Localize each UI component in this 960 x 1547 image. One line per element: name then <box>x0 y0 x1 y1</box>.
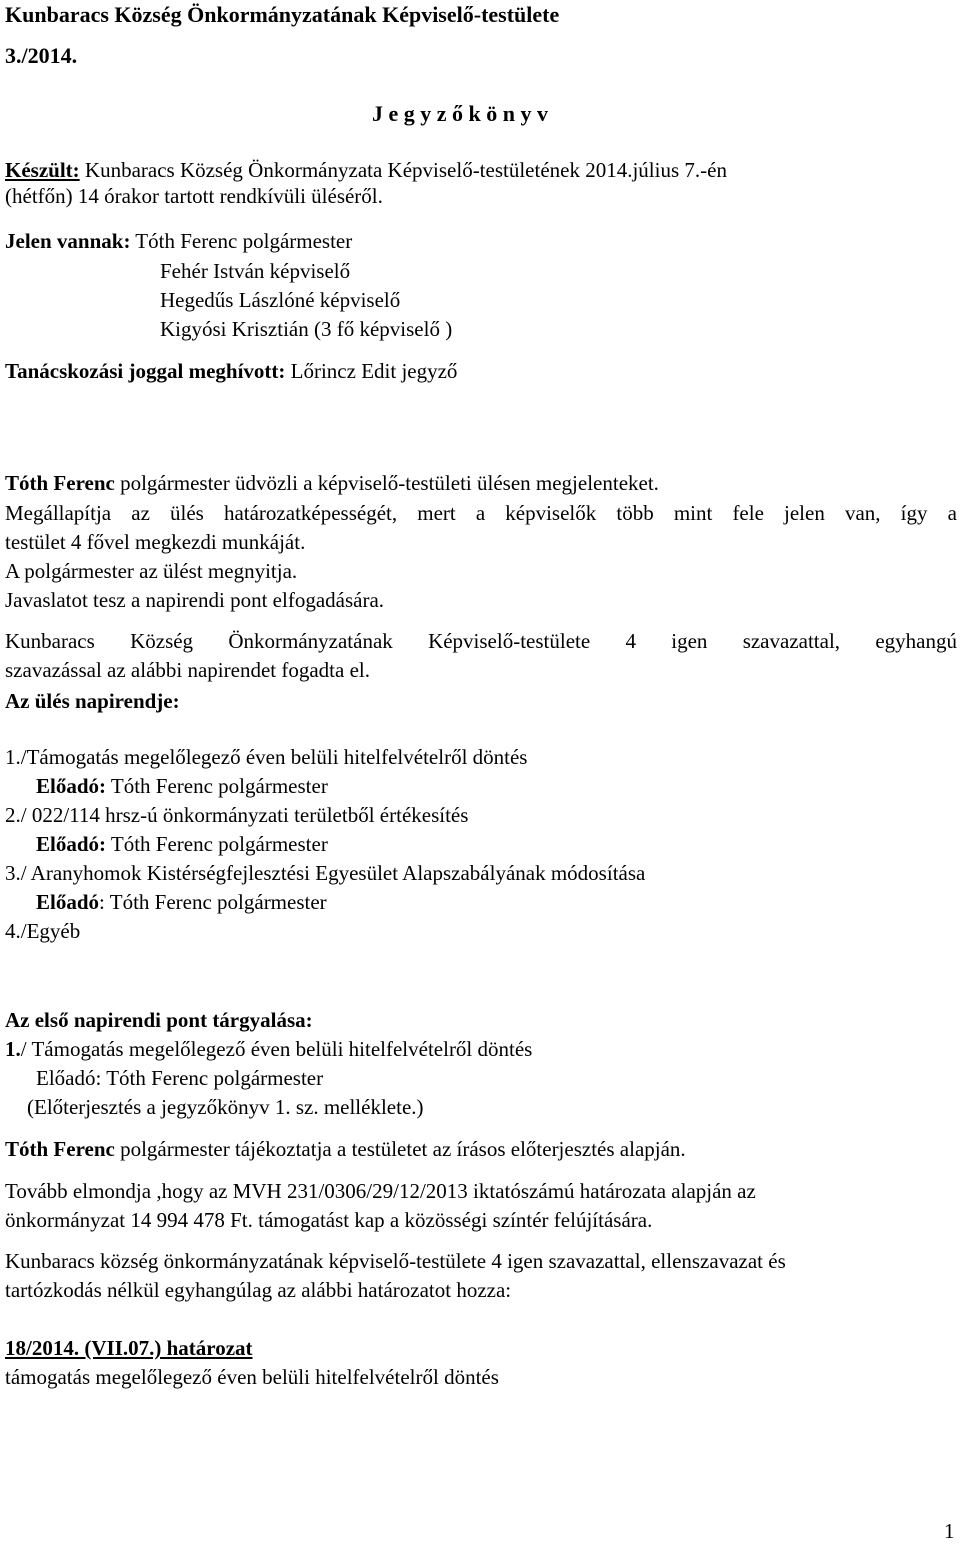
resolution-vote-line: Kunbaracs község önkormányzatának képviselő-testülete 4 igen szavazattal, ellenszavazat és <box>5 1249 786 1273</box>
word: határozatképességét, <box>223 501 398 525</box>
present-label: Jelen vannak: <box>5 229 131 253</box>
inform-text: polgármester tájékoztatja a testületet az írásos előterjesztés alapján. <box>114 1137 686 1161</box>
agenda-text: / Aranyhomok Kistérségfejlesztési Egyesület Alapszabályának módosítása <box>20 861 646 885</box>
word: az <box>131 501 150 525</box>
opening-line <box>5 470 659 496</box>
inform-line <box>5 1136 686 1162</box>
agenda-item-4 <box>5 918 80 944</box>
word: a <box>947 501 957 525</box>
word: Képviselő-testülete <box>428 629 591 653</box>
present-name: Hegedűs Lászlóné képviselő <box>160 288 401 312</box>
quorum-line-2: testület 4 fővel megkezdi munkáját. <box>5 530 306 554</box>
agenda-num: 4. <box>5 919 21 943</box>
presenter-label: Előadó: <box>36 774 107 798</box>
organization-title: Kunbaracs Község Önkormányzatának Képviselő-testülete <box>5 2 560 27</box>
page-number: 1 <box>944 1519 955 1543</box>
agenda-item-1 <box>5 744 527 770</box>
agenda-item-3 <box>5 860 645 886</box>
made-line <box>5 157 727 183</box>
first-item-num: 1. <box>5 1037 21 1061</box>
agenda-num: 3. <box>5 861 21 885</box>
word: fele <box>732 501 764 525</box>
invited-line <box>5 358 457 384</box>
presenter-label: Előadó: <box>36 832 107 856</box>
open-session-line: A polgármester az ülést megnyitja. <box>5 559 298 583</box>
word: képviselők <box>505 501 597 525</box>
first-item-title: Az első napirendi pont tárgyalása: <box>5 1008 313 1032</box>
word: egyhangú <box>875 629 957 653</box>
quorum-line <box>5 500 957 526</box>
presenter-name: : Tóth Ferenc polgármester <box>99 890 327 914</box>
present-line <box>5 228 352 254</box>
word: szavazattal, <box>742 629 841 653</box>
agenda-text: / 022/114 hrsz-ú önkormányzati területből értékesítés <box>20 803 469 827</box>
presenter-name: Tóth Ferenc polgármester <box>106 832 328 856</box>
present-name: Tóth Ferenc polgármester <box>130 229 353 253</box>
agenda-num: 1. <box>5 745 21 769</box>
resolution-vote-line-2: tartózkodás nélkül egyhangúlag az alábbi határozatot hozza: <box>5 1278 512 1302</box>
further-line: Tovább elmondja ,hogy az MVH 231/0306/29/12/2013 iktatószámú határozata alapján az <box>5 1179 756 1203</box>
presenter-line <box>36 889 327 915</box>
first-item-line <box>5 1036 532 1062</box>
agenda-text: /Támogatás megelőlegező éven belüli hitelfelvételről döntés <box>20 745 528 769</box>
presenter-line <box>36 831 328 857</box>
made-text: Kunbaracs Község Önkormányzata Képviselő-testületének 2014.július 7.-én <box>79 158 727 182</box>
resolution-id: 18/2014. (VII.07.) határozat <box>5 1336 253 1360</box>
word: 4 <box>625 629 636 653</box>
word: ülés <box>170 501 204 525</box>
presenter-label: Előadó <box>36 890 100 914</box>
further-line-2: önkormányzat 14 994 478 Ft. támogatást kap a közösségi színtér felújítására. <box>5 1208 653 1232</box>
word: Önkormányzatának <box>228 629 393 653</box>
word: jelen <box>784 501 825 525</box>
word: mert <box>417 501 456 525</box>
agenda-text: /Egyéb <box>20 919 81 943</box>
word: mint <box>673 501 713 525</box>
agenda-title: Az ülés napirendje: <box>5 689 180 713</box>
opening-text: polgármester üdvözli a képviselő-testületi ülésen megjelenteket. <box>114 471 659 495</box>
vote-line-2: szavazással az alábbi napirendet fogadta el. <box>5 658 370 682</box>
first-item-text: / Támogatás megelőlegező éven belüli hitelfelvételről döntés <box>20 1037 533 1061</box>
presenter-name: Tóth Ferenc polgármester <box>106 774 328 798</box>
proposal-line: Javaslatot tesz a napirendi pont elfogadására. <box>5 588 385 612</box>
document-number: 3./2014. <box>5 43 78 68</box>
invited-label: Tanácskozási joggal meghívott: <box>5 359 286 383</box>
word: Kunbaracs <box>5 629 95 653</box>
presenter-line <box>36 773 328 799</box>
word: így <box>900 501 928 525</box>
document-title: J e g y z ő k ö n y v <box>372 101 548 126</box>
word: Megállapítja <box>5 501 112 525</box>
agenda-num: 2. <box>5 803 21 827</box>
word: van, <box>844 501 881 525</box>
mayor-name: Tóth Ferenc <box>5 471 115 495</box>
first-item-attachment: (Előterjesztés a jegyzőkönyv 1. sz. melléklete.) <box>27 1095 424 1119</box>
invited-text: Lőrincz Edit jegyző <box>285 359 458 383</box>
agenda-item-2 <box>5 802 468 828</box>
made-line-2: (hétfőn) 14 órakor tartott rendkívüli üléséről. <box>5 184 383 208</box>
first-item-presenter: Előadó: Tóth Ferenc polgármester <box>36 1066 324 1090</box>
present-name: Kigyósi Krisztián (3 fő képviselő ) <box>160 317 453 341</box>
word: több <box>616 501 654 525</box>
made-label: Készült: <box>5 158 80 182</box>
word: a <box>475 501 486 525</box>
present-name: Fehér István képviselő <box>160 259 351 283</box>
resolution-text: támogatás megelőlegező éven belüli hitelfelvételről döntés <box>5 1365 499 1389</box>
word: igen <box>671 629 708 653</box>
mayor-name: Tóth Ferenc <box>5 1137 115 1161</box>
word: Község <box>130 629 194 653</box>
vote-line <box>5 628 957 654</box>
